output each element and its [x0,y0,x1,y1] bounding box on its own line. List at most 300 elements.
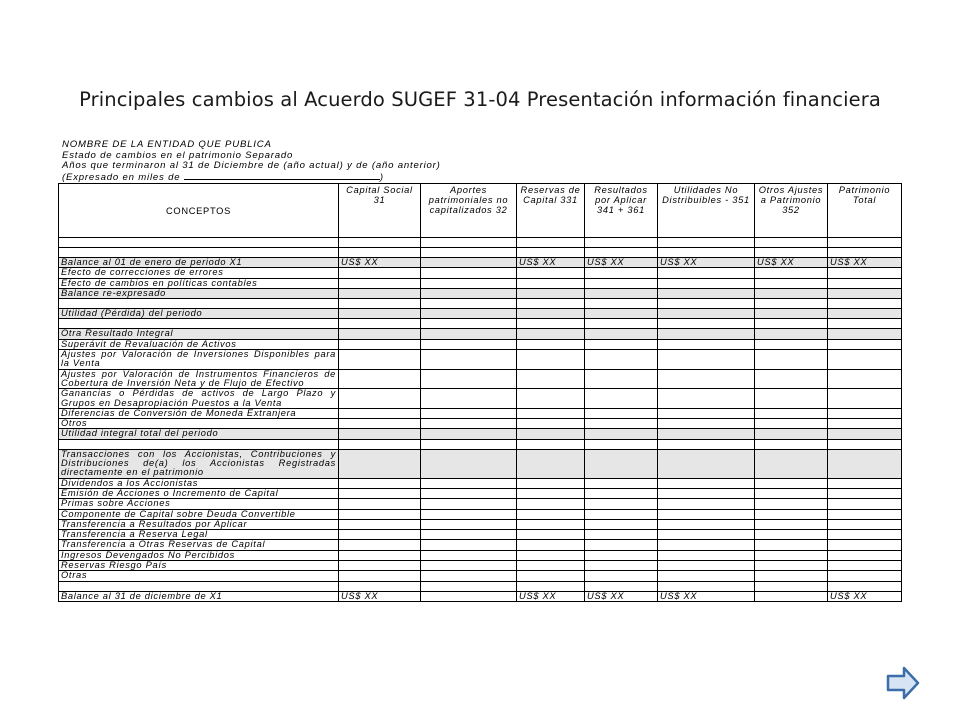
value-cell [421,478,517,488]
currency-suffix: ) [379,171,384,183]
value-cell [585,419,658,429]
value-cell [658,309,755,319]
value-cell [828,288,902,298]
value-cell [828,519,902,529]
value-cell [755,561,828,571]
value-cell: US$ XX [517,258,585,268]
table-row [59,591,902,601]
value-cell [658,389,755,409]
value-cell [585,309,658,319]
value-cell [755,238,828,248]
value-cell [517,319,585,329]
value-cell [339,319,421,329]
equity-changes-table [58,183,902,602]
value-cell [828,429,902,439]
value-cell [517,299,585,309]
table-row [59,419,902,429]
table-row [59,519,902,529]
value-cell [339,509,421,519]
right-arrow-icon [886,666,920,700]
value-cell [658,530,755,540]
value-cell [421,268,517,278]
value-cell [828,581,902,591]
table-row [59,339,902,349]
concept-cell: Balance al 01 de enero de periodo X1 [59,258,339,268]
value-cell [421,519,517,529]
value-cell [585,288,658,298]
column-header: Utilidades No Distribuibles - 351 [658,184,755,238]
value-cell [658,350,755,370]
value-cell [339,488,421,498]
value-cell [339,519,421,529]
value-cell [585,329,658,339]
value-cell [828,540,902,550]
value-cell [755,478,828,488]
value-cell: US$ XX [828,591,902,601]
value-cell [658,319,755,329]
value-cell [339,389,421,409]
value-cell [339,439,421,449]
value-cell [828,319,902,329]
table-row [59,488,902,498]
value-cell [755,268,828,278]
value-cell [585,439,658,449]
concept-cell: Transacciones con los Accionistas, Contribuciones y Distribuciones de(a) los Accionistas Registradas directamente en el patrimonio [59,449,339,478]
value-cell [828,509,902,519]
value-cell [828,248,902,258]
statement-name: Estado de cambios en el patrimonio Separado [62,149,294,161]
value-cell [658,449,755,478]
column-header: Otros Ajustes a Patrimonio 352 [755,184,828,238]
value-cell [585,550,658,560]
value-cell [339,248,421,258]
value-cell [339,561,421,571]
value-cell [658,540,755,550]
currency-prefix: (Expresado en miles de [62,171,181,183]
concept-cell [59,248,339,258]
value-cell [339,299,421,309]
value-cell [339,550,421,560]
concept-cell: Transferencia a Otras Reservas de Capital [59,540,339,550]
table-body [59,238,902,602]
concept-cell: Superávit de Revaluación de Activos [59,339,339,349]
table-row [59,499,902,509]
value-cell: US$ XX [828,258,902,268]
value-cell [339,499,421,509]
value-cell [828,238,902,248]
value-cell [755,550,828,560]
table-row [59,408,902,418]
value-cell [421,550,517,560]
value-cell [421,499,517,509]
concept-cell: Otra Resultado Integral [59,329,339,339]
table-row [59,248,902,258]
value-cell [658,329,755,339]
value-cell [755,509,828,519]
concept-cell [59,319,339,329]
concept-cell [59,238,339,248]
value-cell [585,499,658,509]
value-cell [585,488,658,498]
value-cell [517,408,585,418]
concept-cell: Componente de Capital sobre Deuda Convertible [59,509,339,519]
value-cell [658,419,755,429]
value-cell [828,268,902,278]
value-cell [339,268,421,278]
concept-cell [59,439,339,449]
value-cell [585,389,658,409]
concept-cell: Balance re-expresado [59,288,339,298]
value-cell [585,299,658,309]
value-cell [828,499,902,509]
value-cell [755,329,828,339]
table-row [59,319,902,329]
concept-cell: Ganancias o Pérdidas de activos de Largo Plazo y Grupos en Desapropiación Puestos a la Venta [59,389,339,409]
column-header: Reservas de Capital 331 [517,184,585,238]
value-cell [517,248,585,258]
value-cell [517,329,585,339]
next-slide-button[interactable] [886,666,920,700]
value-cell [517,478,585,488]
concept-cell: Transferencia a Resultados por Aplicar [59,519,339,529]
value-cell [585,278,658,288]
value-cell [339,540,421,550]
value-cell [755,519,828,529]
table-header-row [59,184,902,238]
value-cell [828,488,902,498]
value-cell [517,389,585,409]
value-cell [585,268,658,278]
value-cell [658,268,755,278]
currency-blank [184,172,380,180]
value-cell [755,389,828,409]
value-cell [585,530,658,540]
value-cell [658,509,755,519]
concept-cell: Ajustes por Valoración de Inversiones Disponibles para la Venta [59,350,339,370]
value-cell [828,299,902,309]
value-cell [339,369,421,389]
value-cell [339,408,421,418]
value-cell [828,389,902,409]
table-row [59,439,902,449]
value-cell [658,561,755,571]
value-cell [755,350,828,370]
concept-cell: Balance al 31 de diciembre de X1 [59,591,339,601]
concept-cell: Efecto de cambios en políticas contables [59,278,339,288]
value-cell [828,449,902,478]
value-cell [755,288,828,298]
value-cell [339,571,421,581]
value-cell [755,248,828,258]
value-cell [421,329,517,339]
value-cell [828,408,902,418]
value-cell [421,299,517,309]
table-row [59,530,902,540]
value-cell [658,519,755,529]
value-cell [658,488,755,498]
statement-period: Años que terminaron al 31 de Diciembre de (año actual) y de (año anterior) [62,160,441,172]
value-cell [755,488,828,498]
table-row [59,571,902,581]
value-cell [517,519,585,529]
value-cell [828,339,902,349]
value-cell [421,581,517,591]
statement-header [62,140,482,183]
slide-title: Principales cambios al Acuerdo SUGEF 31-04 Presentación información financiera [79,88,881,111]
value-cell [828,369,902,389]
value-cell [517,499,585,509]
concept-cell: Dividendos a los Accionistas [59,478,339,488]
value-cell [585,350,658,370]
table-row [59,350,902,370]
value-cell [339,288,421,298]
value-cell [828,478,902,488]
table-row [59,309,902,319]
value-cell [755,299,828,309]
value-cell [585,478,658,488]
value-cell [421,540,517,550]
value-cell [828,329,902,339]
value-cell [517,509,585,519]
value-cell [828,439,902,449]
value-cell [517,350,585,370]
table-row [59,429,902,439]
value-cell [755,429,828,439]
value-cell [755,309,828,319]
value-cell [658,581,755,591]
table-row [59,258,902,268]
value-cell [755,408,828,418]
table-row [59,449,902,478]
value-cell [658,499,755,509]
table-row [59,268,902,278]
value-cell [585,509,658,519]
value-cell [658,408,755,418]
value-cell [339,309,421,319]
value-cell [421,278,517,288]
value-cell [421,509,517,519]
value-cell: US$ XX [517,591,585,601]
value-cell [421,389,517,409]
value-cell [585,519,658,529]
value-cell [517,571,585,581]
value-cell [517,278,585,288]
value-cell [421,350,517,370]
value-cell: US$ XX [339,258,421,268]
value-cell [658,369,755,389]
value-cell [517,439,585,449]
value-cell [339,350,421,370]
value-cell [517,530,585,540]
table-row [59,540,902,550]
value-cell [658,299,755,309]
column-header: Aportes patrimoniales no capitalizados 32 [421,184,517,238]
value-cell [755,499,828,509]
value-cell [755,319,828,329]
value-cell [755,591,828,601]
value-cell [517,339,585,349]
value-cell [828,309,902,319]
value-cell [517,550,585,560]
value-cell [421,419,517,429]
value-cell [517,429,585,439]
value-cell [755,369,828,389]
value-cell: US$ XX [585,591,658,601]
value-cell [755,339,828,349]
value-cell [585,429,658,439]
value-cell [339,449,421,478]
table-row [59,278,902,288]
value-cell [585,319,658,329]
value-cell [658,550,755,560]
value-cell [421,429,517,439]
statement-currency [62,172,482,184]
value-cell [658,288,755,298]
value-cell [339,478,421,488]
value-cell [517,540,585,550]
concept-cell: Utilidad (Pérdida) del periodo [59,309,339,319]
value-cell [421,591,517,601]
value-cell [755,419,828,429]
value-cell [585,540,658,550]
value-cell [339,278,421,288]
value-cell [585,248,658,258]
value-cell [658,339,755,349]
value-cell [658,248,755,258]
value-cell [339,238,421,248]
value-cell: US$ XX [658,258,755,268]
value-cell [828,530,902,540]
value-cell [585,561,658,571]
value-cell: US$ XX [339,591,421,601]
concept-cell: Reservas Riesgo País [59,561,339,571]
concept-cell: Otros [59,419,339,429]
table-row [59,369,902,389]
value-cell [339,419,421,429]
value-cell [421,319,517,329]
value-cell [658,238,755,248]
value-cell [658,439,755,449]
value-cell [339,329,421,339]
value-cell [585,408,658,418]
value-cell [585,238,658,248]
value-cell [828,278,902,288]
value-cell [421,530,517,540]
value-cell [828,350,902,370]
value-cell [421,339,517,349]
column-header: Capital Social 31 [339,184,421,238]
value-cell [755,530,828,540]
table-row [59,389,902,409]
column-header: Resultados por Aplicar 341 + 361 [585,184,658,238]
value-cell [339,429,421,439]
concept-cell: Efecto de correcciones de errores [59,268,339,278]
concept-cell: Otras [59,571,339,581]
value-cell [517,488,585,498]
value-cell [585,339,658,349]
value-cell [828,550,902,560]
value-cell [421,488,517,498]
value-cell [517,369,585,389]
concept-cell [59,581,339,591]
concept-cell: Primas sobre Acciones [59,499,339,509]
value-cell [421,561,517,571]
concept-cell: Transferencia a Reserva Legal [59,530,339,540]
value-cell [517,419,585,429]
concept-cell: Ajustes por Valoración de Instrumentos Financieros de Cobertura de Inversión Neta y de Flujo de Efectivo [59,369,339,389]
value-cell [339,530,421,540]
value-cell [658,478,755,488]
value-cell: US$ XX [658,591,755,601]
value-cell [585,571,658,581]
value-cell [658,278,755,288]
value-cell [517,581,585,591]
value-cell [517,449,585,478]
table-row [59,581,902,591]
value-cell [828,561,902,571]
value-cell [755,581,828,591]
value-cell [517,288,585,298]
table-row [59,238,902,248]
concept-cell: Diferencias de Conversión de Moneda Extranjera [59,408,339,418]
concept-cell: Utilidad integral total del periodo [59,429,339,439]
value-cell [585,369,658,389]
value-cell [421,439,517,449]
value-cell [517,561,585,571]
table-row [59,509,902,519]
table-row [59,478,902,488]
value-cell [755,278,828,288]
concept-cell: Ingresos Devengados No Percibidos [59,550,339,560]
value-cell [828,571,902,581]
value-cell [421,309,517,319]
value-cell [421,449,517,478]
value-cell: US$ XX [585,258,658,268]
value-cell [339,339,421,349]
entity-name: NOMBRE DE LA ENTIDAD QUE PUBLICA [62,139,272,150]
value-cell [585,581,658,591]
column-header: CONCEPTOS [59,184,339,238]
table-row [59,550,902,560]
column-header: Patrimonio Total [828,184,902,238]
value-cell [421,369,517,389]
table-row [59,561,902,571]
value-cell [421,258,517,268]
value-cell [755,571,828,581]
value-cell [421,238,517,248]
table-row [59,299,902,309]
table-row [59,329,902,339]
value-cell [517,268,585,278]
value-cell [828,419,902,429]
value-cell [755,449,828,478]
value-cell [658,429,755,439]
value-cell [421,248,517,258]
value-cell [755,439,828,449]
table-row [59,288,902,298]
concept-cell: Emisión de Acciones o Incremento de Capital [59,488,339,498]
value-cell [755,540,828,550]
concept-cell [59,299,339,309]
value-cell [421,571,517,581]
value-cell [421,408,517,418]
value-cell [339,581,421,591]
value-cell [517,238,585,248]
value-cell [421,288,517,298]
value-cell [517,309,585,319]
value-cell: US$ XX [755,258,828,268]
value-cell [658,571,755,581]
